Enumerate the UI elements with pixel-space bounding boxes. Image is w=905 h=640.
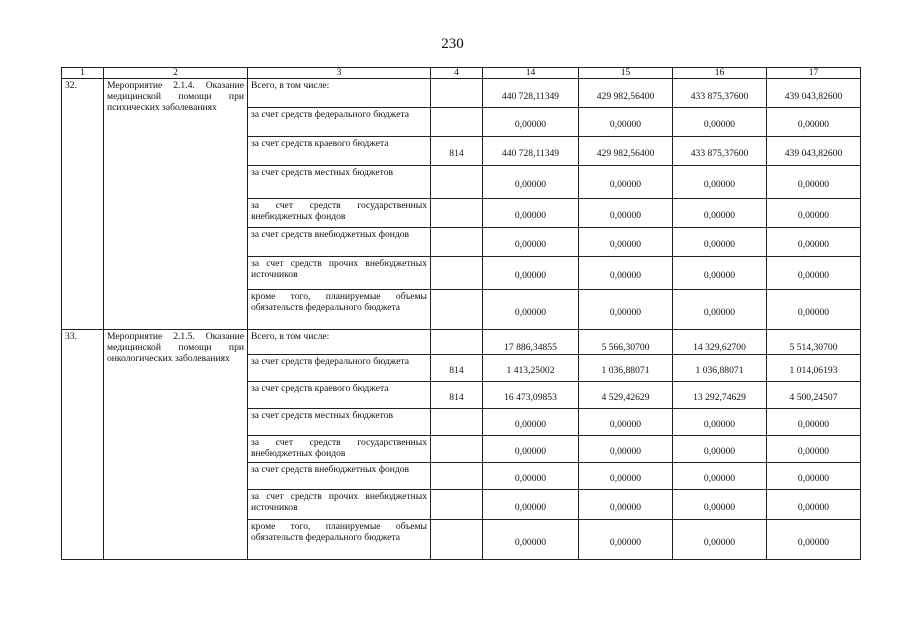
value-col-14: 0,00000: [483, 409, 579, 436]
budget-code: [431, 463, 483, 490]
row-number: 33.: [62, 330, 104, 560]
value-col-16: 14 329,62700: [673, 330, 767, 355]
event-name: Мероприятие 2.1.4. Оказание медицинской помощи при психических заболеваниях: [104, 79, 248, 330]
budget-code: [431, 257, 483, 290]
row-number: 32.: [62, 79, 104, 330]
value-col-16: 0,00000: [673, 436, 767, 463]
value-col-17: 0,00000: [767, 228, 861, 257]
value-col-17: 0,00000: [767, 463, 861, 490]
column-header: 14: [483, 68, 579, 79]
value-col-15: 5 566,30700: [579, 330, 673, 355]
value-col-15: 0,00000: [579, 436, 673, 463]
funding-source: Всего, в том числе:: [248, 79, 431, 108]
value-col-15: 0,00000: [579, 520, 673, 560]
value-col-16: 0,00000: [673, 409, 767, 436]
column-header: 1: [62, 68, 104, 79]
value-col-14: 0,00000: [483, 463, 579, 490]
value-col-14: 0,00000: [483, 228, 579, 257]
value-col-14: 1 413,25002: [483, 355, 579, 382]
value-col-17: 0,00000: [767, 257, 861, 290]
value-col-16: 0,00000: [673, 290, 767, 330]
funding-source: за счет средств государственных внебюджетных фондов: [248, 436, 431, 463]
value-col-17: 439 043,82600: [767, 79, 861, 108]
budget-code: [431, 199, 483, 228]
value-col-15: 0,00000: [579, 409, 673, 436]
funding-source: за счет средств краевого бюджета: [248, 382, 431, 409]
value-col-15: 0,00000: [579, 108, 673, 137]
funding-source: за счет средств прочих внебюджетных источников: [248, 257, 431, 290]
value-col-17: 0,00000: [767, 108, 861, 137]
value-col-15: 429 982,56400: [579, 79, 673, 108]
value-col-16: 0,00000: [673, 520, 767, 560]
budget-code: [431, 290, 483, 330]
value-col-14: 16 473,09853: [483, 382, 579, 409]
value-col-16: 433 875,37600: [673, 79, 767, 108]
value-col-17: 0,00000: [767, 520, 861, 560]
value-col-14: 17 886,34855: [483, 330, 579, 355]
value-col-14: 0,00000: [483, 166, 579, 199]
budget-code: [431, 166, 483, 199]
budget-code: [431, 520, 483, 560]
value-col-14: 440 728,11349: [483, 137, 579, 166]
value-col-17: 439 043,82600: [767, 137, 861, 166]
value-col-14: 0,00000: [483, 257, 579, 290]
column-header-row: [62, 68, 861, 79]
column-header: 2: [104, 68, 248, 79]
table-row: [62, 79, 861, 108]
value-col-14: 440 728,11349: [483, 79, 579, 108]
value-col-17: 0,00000: [767, 436, 861, 463]
value-col-16: 0,00000: [673, 463, 767, 490]
value-col-15: 0,00000: [579, 490, 673, 520]
funding-source: за счет средств федерального бюджета: [248, 355, 431, 382]
value-col-17: 0,00000: [767, 166, 861, 199]
value-col-17: 0,00000: [767, 199, 861, 228]
value-col-15: 0,00000: [579, 257, 673, 290]
column-header: 17: [767, 68, 861, 79]
value-col-16: 0,00000: [673, 257, 767, 290]
value-col-14: 0,00000: [483, 520, 579, 560]
value-col-14: 0,00000: [483, 490, 579, 520]
event-name: Мероприятие 2.1.5. Оказание медицинской помощи при онкологических заболеваниях: [104, 330, 248, 560]
funding-source: за счет средств краевого бюджета: [248, 137, 431, 166]
budget-code: [431, 490, 483, 520]
budget-code: [431, 436, 483, 463]
value-col-14: 0,00000: [483, 436, 579, 463]
budget-code: [431, 409, 483, 436]
budget-code: [431, 108, 483, 137]
funding-source: кроме того, планируемые объемы обязательств федерального бюджета: [248, 520, 431, 560]
value-col-16: 0,00000: [673, 166, 767, 199]
value-col-16: 0,00000: [673, 199, 767, 228]
column-header: 3: [248, 68, 431, 79]
funding-source: за счет средств местных бюджетов: [248, 166, 431, 199]
value-col-17: 4 500,24507: [767, 382, 861, 409]
value-col-14: 0,00000: [483, 290, 579, 330]
column-header: 16: [673, 68, 767, 79]
value-col-15: 0,00000: [579, 166, 673, 199]
value-col-16: 1 036,88071: [673, 355, 767, 382]
funding-source: за счет средств федерального бюджета: [248, 108, 431, 137]
value-col-17: 0,00000: [767, 490, 861, 520]
value-col-14: 0,00000: [483, 108, 579, 137]
value-col-17: 5 514,30700: [767, 330, 861, 355]
funding-source: Всего, в том числе:: [248, 330, 431, 355]
budget-code: [431, 79, 483, 108]
page-number: 230: [441, 36, 464, 52]
value-col-16: 0,00000: [673, 228, 767, 257]
value-col-15: 0,00000: [579, 228, 673, 257]
budget-table: [61, 67, 861, 560]
value-col-15: 1 036,88071: [579, 355, 673, 382]
value-col-16: 0,00000: [673, 490, 767, 520]
value-col-14: 0,00000: [483, 199, 579, 228]
column-header: 15: [579, 68, 673, 79]
funding-source: за счет средств местных бюджетов: [248, 409, 431, 436]
budget-code: 814: [431, 137, 483, 166]
budget-code: 814: [431, 355, 483, 382]
column-header: 4: [431, 68, 483, 79]
budget-code: 814: [431, 382, 483, 409]
value-col-16: 13 292,74629: [673, 382, 767, 409]
table-body: [62, 68, 861, 560]
table-row: [62, 330, 861, 355]
value-col-17: 1 014,06193: [767, 355, 861, 382]
value-col-15: 0,00000: [579, 199, 673, 228]
value-col-15: 429 982,56400: [579, 137, 673, 166]
funding-source: за счет средств внебюджетных фондов: [248, 228, 431, 257]
funding-source: за счет средств государственных внебюджетных фондов: [248, 199, 431, 228]
funding-source: за счет средств внебюджетных фондов: [248, 463, 431, 490]
value-col-15: 0,00000: [579, 463, 673, 490]
value-col-15: 4 529,42629: [579, 382, 673, 409]
value-col-16: 0,00000: [673, 108, 767, 137]
funding-source: кроме того, планируемые объемы обязательств федерального бюджета: [248, 290, 431, 330]
funding-source: за счет средств прочих внебюджетных источников: [248, 490, 431, 520]
value-col-17: 0,00000: [767, 409, 861, 436]
budget-code: [431, 330, 483, 355]
value-col-15: 0,00000: [579, 290, 673, 330]
value-col-17: 0,00000: [767, 290, 861, 330]
value-col-16: 433 875,37600: [673, 137, 767, 166]
budget-code: [431, 228, 483, 257]
